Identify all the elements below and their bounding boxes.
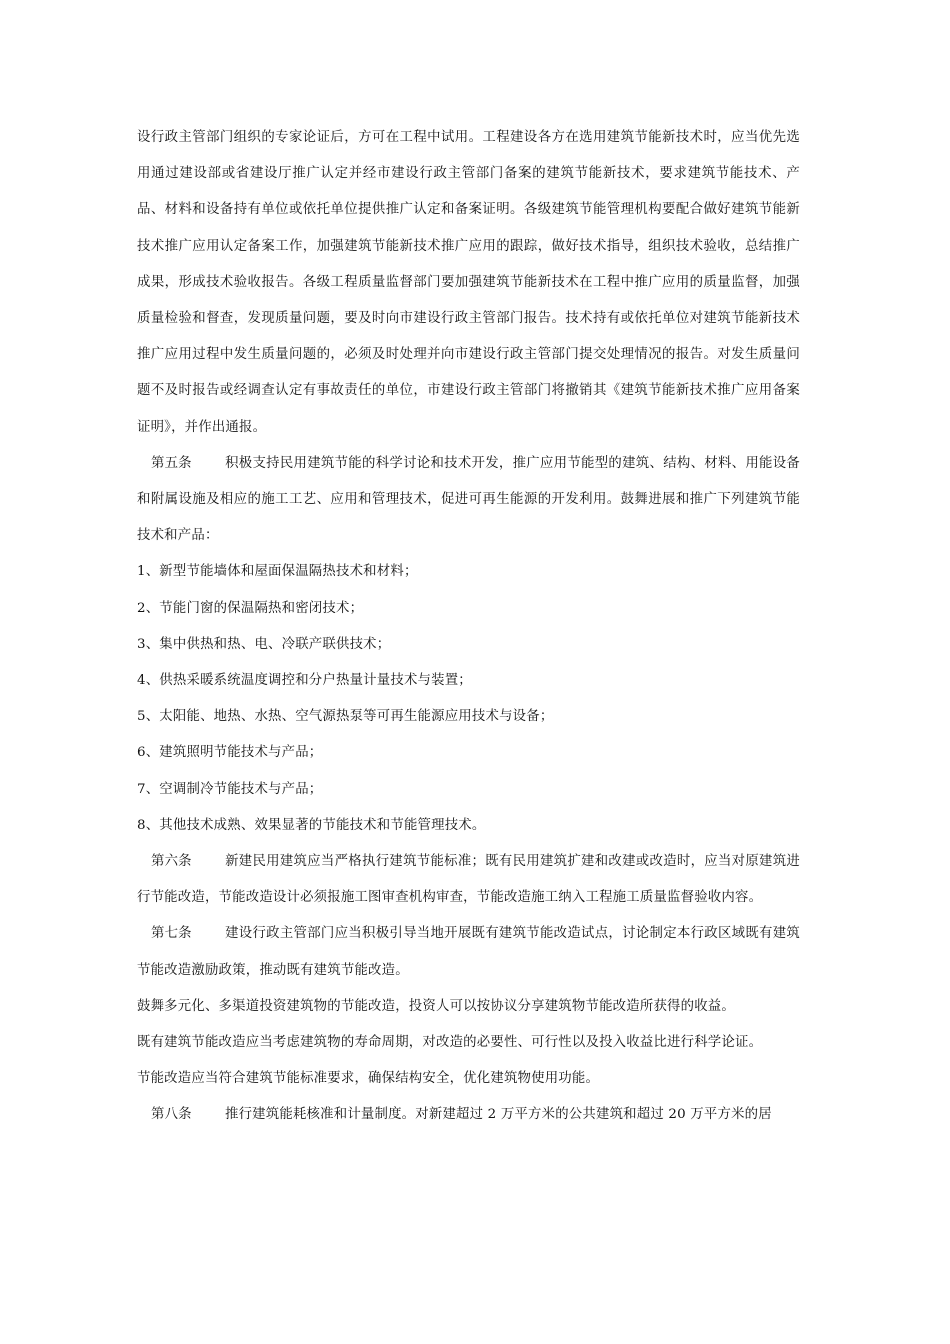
article-7	[137, 916, 800, 988]
list-item: 8、其他技术成熟、效果显著的节能技术和节能管理技术。	[137, 817, 486, 833]
list-item: 2、节能门窗的保温隔热和密闭技术；	[137, 600, 364, 616]
article-text: 推行建筑能耗核准和计量制度。对新建超过 2 万平方米的公共建筑和超过 20 万平方米的居	[225, 1107, 772, 1123]
article-number: 第六条	[151, 854, 192, 870]
paragraph: 鼓舞多元化、多渠道投资建筑物的节能改造，投资人可以按协议分享建筑物节能改造所获得的收益。	[137, 998, 735, 1014]
list-item: 7、空调制冷节能技术与产品；	[137, 781, 323, 797]
article-text: 新建民用建筑应当严格执行建筑节能标准；既有民用建筑扩建和改建或改造时，应当对原建筑进行节能改造，节能改造设计必须报施工图审查机构审查，节能改造施工纳入工程施工质量监督验收内容。	[137, 854, 800, 906]
list-item: 4、供热采暖系统温度调控和分户热量计量技术与装置；	[137, 673, 472, 689]
article-5	[137, 446, 800, 555]
list-item: 1、新型节能墙体和屋面保温隔热技术和材料；	[137, 564, 418, 580]
article-number: 第七条	[151, 926, 192, 942]
paragraph: 节能改造应当符合建筑节能标准要求，确保结构安全，优化建筑物使用功能。	[137, 1071, 600, 1087]
list-item: 5、太阳能、地热、水热、空气源热泵等可再生能源应用技术与设备；	[137, 709, 554, 725]
paragraph: 既有建筑节能改造应当考虑建筑物的寿命周期，对改造的必要性、可行性以及投入收益比进行科学论证。	[137, 1035, 763, 1051]
article-number: 第八条	[151, 1107, 192, 1123]
list-item: 6、建筑照明节能技术与产品；	[137, 745, 323, 761]
list-item: 3、集中供热和热、电、冷联产联供技术；	[137, 636, 391, 652]
article-6	[137, 844, 800, 916]
article-text: 积极支持民用建筑节能的科学讨论和技术开发，推广应用节能型的建筑、结构、材料、用能设备和附属设施及相应的施工工艺、应用和管理技术，促进可再生能源的开发利用。鼓舞进展和推广下列建筑节能技术和产品：	[137, 455, 800, 544]
article-number: 第五条	[151, 455, 192, 471]
article-8	[137, 1097, 800, 1133]
document-body	[137, 120, 800, 1134]
article-text: 建设行政主管部门应当积极引导当地开展既有建筑节能改造试点，讨论制定本行政区域既有建筑节能改造激励政策，推动既有建筑节能改造。	[137, 926, 800, 978]
paragraph-continuation: 设行政主管部门组织的专家论证后，方可在工程中试用。工程建设各方在选用建筑节能新技术时，应当优先选用通过建设部或省建设厅推广认定并经市建设行政主管部门备案的建筑节能新技术，要求建筑节能技术、产品、材料和设备持有单位或依托单位提供推广认定和备案证明。各级建筑节能管理机构要配合做好建筑节能新技术推广应用认定备案工作，加强建筑节能新技术推广应用的跟踪，做好技术指导，组织技术验收，总结推广成果，形成技术验收报告。各级工程质量监督部门要加强建筑节能新技术在工程中推广应用的质量监督，加强质量检验和督查，发现质量问题，要及时向市建设行政主管部门报告。技术持有或依托单位对建筑节能新技术推广应用过程中发生质量问题的，必须及时处理并向市建设行政主管部门提交处理情况的报告。对发生质量问题不及时报告或经调查认定有事故责任的单位，市建设行政主管部门将撤销其《建筑节能新技术推广应用备案证明》，并作出通报。	[137, 130, 800, 435]
